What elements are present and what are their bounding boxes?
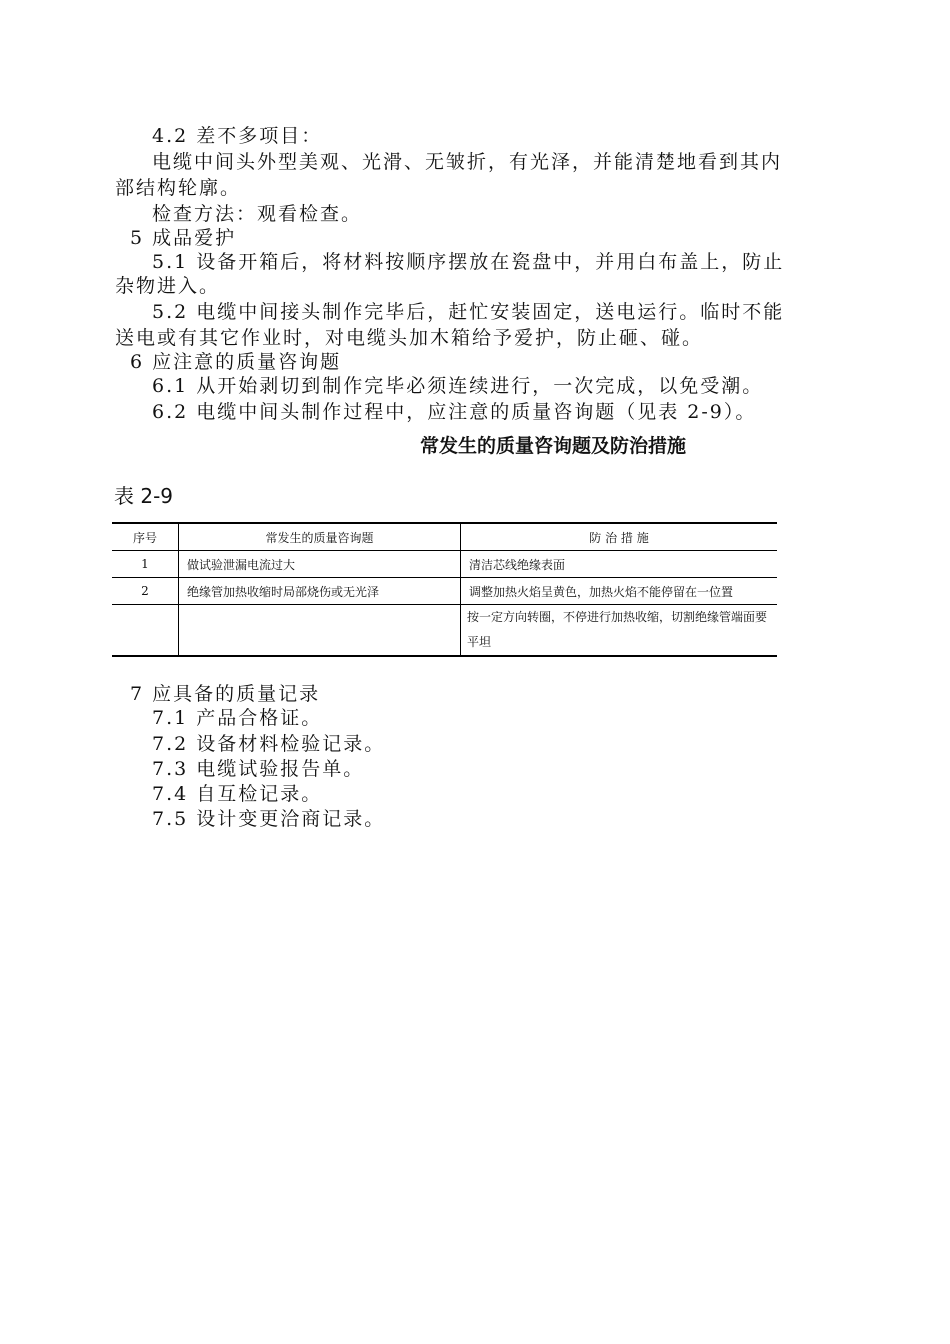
- row-problem: 做试验泄漏电流过大: [179, 551, 461, 578]
- section-6-heading: 6 应注意的质量咨询题: [130, 351, 342, 373]
- row-problem: [179, 605, 461, 657]
- section-7-heading: 7 应具备的质量记录: [130, 683, 321, 705]
- row-measure: 调整加热火焰呈黄色，加热火焰不能停留在一位置: [461, 578, 778, 605]
- quality-problems-table: [112, 522, 777, 657]
- record-item: 7.3 电缆试验报告单。: [152, 758, 365, 780]
- paragraph-appearance-line2: 部结构轮廓。: [115, 177, 242, 199]
- record-item: 7.2 设备材料检验记录。: [152, 733, 386, 755]
- table-caption: 常发生的质量咨询题及防治措施: [420, 435, 687, 457]
- header-number: 序号: [112, 523, 179, 551]
- item-5-2-line1: 5.2 电缆中间接头制作完毕后，赶忙安装固定，送电运行。临时不能: [152, 301, 785, 323]
- item-5-2-line2: 送电或有其它作业时，对电缆头加木箱给予爱护，防止砸、碰。: [115, 327, 704, 349]
- paragraph-appearance-line1: 电缆中间头外型美观、光滑、无皱折，有光泽，并能清楚地看到其内: [152, 151, 783, 173]
- record-item: 7.4 自互检记录。: [152, 783, 323, 805]
- record-item: 7.5 设计变更洽商记录。: [152, 808, 386, 830]
- item-5-1-line2: 杂物进入。: [115, 275, 221, 297]
- item-5-1-line1: 5.1 设备开箱后，将材料按顺序摆放在瓷盘中，并用白布盖上，防止: [152, 251, 785, 273]
- table-row: [112, 578, 777, 605]
- table-header-row: [112, 523, 777, 551]
- item-6-2: 6.2 电缆中间头制作过程中，应注意的质量咨询题（见表 2-9）。: [152, 401, 757, 423]
- row-measure: 按一定方向转圈，不停进行加热收缩，切割绝缘管端面要平坦: [461, 605, 778, 657]
- section-5-heading: 5 成品爱护: [130, 227, 237, 249]
- row-measure: 清洁芯线绝缘表面: [461, 551, 778, 578]
- item-4-2: 4.2 差不多项目：: [152, 125, 323, 147]
- row-number: 1: [112, 551, 179, 578]
- row-problem: 绝缘管加热收缩时局部烧伤或无光泽: [179, 578, 461, 605]
- paragraph-inspection-method: 检查方法：观看检查。: [152, 203, 363, 225]
- record-item: 7.1 产品合格证。: [152, 707, 323, 729]
- header-problem: 常发生的质量咨询题: [179, 523, 461, 551]
- table-label: 表 2-9: [114, 484, 174, 508]
- item-6-1: 6.1 从开始剥切到制作完毕必须连续进行，一次完成，以免受潮。: [152, 375, 764, 397]
- table-row: [112, 551, 777, 578]
- row-number: [112, 605, 179, 657]
- row-number: 2: [112, 578, 179, 605]
- table-row: [112, 605, 777, 657]
- header-measure: 防 治 措 施: [461, 523, 778, 551]
